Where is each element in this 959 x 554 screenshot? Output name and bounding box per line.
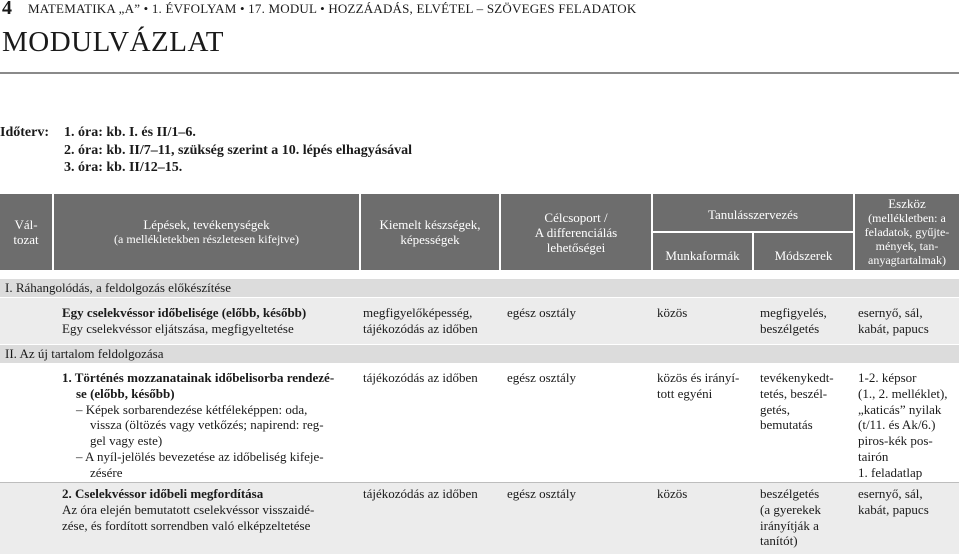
method-text: beszélgetés: [760, 320, 820, 336]
step-title: se (előbb, később): [76, 385, 175, 401]
method-text: beszélgetés: [760, 486, 820, 501]
tool-text: 1-2. képsor: [858, 370, 917, 385]
skill-text: tájékozódás az időben: [363, 320, 478, 336]
row-skills: tájékozódás az időben: [363, 370, 478, 385]
header-subtext: (a mellékletekben részletesen kifejtve): [114, 232, 299, 246]
method-text: tanítót): [760, 533, 798, 549]
row-skills: [363, 305, 499, 337]
row-workform: közös: [657, 305, 688, 320]
section-title: II. Az új tartalom feldolgozása: [0, 345, 959, 363]
method-text: (a gyerekek: [760, 501, 821, 517]
workform-text: közös és irányí-: [657, 370, 740, 385]
page-title: MODULVÁZLAT: [2, 26, 224, 58]
tool-text: esernyő, sál,: [858, 305, 923, 320]
time-plan-line: 1. óra: kb. I. és II/1–6.: [64, 125, 196, 140]
step-text: zésére: [90, 464, 123, 480]
step-text: gel vagy este): [90, 433, 163, 449]
header-text: A differenciálás: [534, 225, 618, 240]
row-workform: [657, 370, 752, 402]
method-text: getés,: [760, 401, 790, 417]
header-modszerek: Módszerek: [774, 248, 833, 263]
tool-text: kabát, papucs: [858, 320, 929, 336]
tool-text: esernyő, sál,: [858, 486, 923, 501]
step-text: – A nyíl-jelölés bevezetése az időbeliség kifeje-: [76, 448, 324, 464]
method-text: megfigyelés,: [760, 305, 827, 320]
header-lepesek: [54, 217, 359, 247]
step-text: Egy cselekvéssor eljátszása, megfigyeltetése: [62, 320, 294, 336]
page-number: 4: [2, 0, 12, 19]
tool-text: piros-kék pos-: [858, 433, 933, 449]
header-munkaformak: Munkaformák: [665, 248, 740, 263]
row-tools: [858, 370, 958, 481]
tool-text: tairón: [858, 448, 889, 464]
row-method: [760, 370, 853, 433]
workform-text: tott egyéni: [657, 385, 713, 401]
row-tools: [858, 486, 958, 518]
step-text: vissza (öltözés vagy vetkőzés; napirend: reg-: [90, 417, 324, 433]
time-plan-line: 3. óra: kb. II/12–15.: [64, 160, 183, 175]
header-tanulasszervezes: Tanulásszervezés: [707, 207, 799, 222]
method-text: tetés, beszél-: [760, 385, 828, 401]
step-text: – Képek sorbarendezése kétféleképpen: oda,: [76, 401, 308, 417]
row-steps: [62, 305, 357, 337]
method-text: bemutatás: [760, 417, 813, 433]
header-subtext: (mellékletben: a: [868, 211, 946, 225]
header-text: Lépések, tevékenységek: [143, 217, 270, 232]
running-head-text: MATEMATIKA „A” • 1. ÉVFOLYAM • 17. MODUL • HOZZÁADÁS, ELVÉTEL – SZÖVEGES FELADATOK: [28, 1, 637, 16]
row-target: egész osztály: [507, 486, 576, 501]
skill-text: megfigyelőképesség,: [363, 305, 473, 320]
step-text: Az óra elején bemutatott cselekvéssor visszaidé-: [62, 501, 315, 517]
row-method: [760, 486, 853, 549]
step-title: 2. Cselekvéssor időbeli megfordítása: [62, 486, 264, 501]
step-title: 1. Történés mozzanatainak időbelisorba rendezé-: [62, 370, 335, 385]
time-plan-line: 2. óra: kb. II/7–11, szükség szerint a 10. lépés elhagyásával: [64, 142, 413, 158]
row-method: [760, 305, 853, 337]
row-steps: [62, 486, 357, 533]
row-skills: tájékozódás az időben: [363, 486, 478, 501]
row-tools: [858, 305, 958, 337]
header-text: lehetőségei: [546, 240, 606, 255]
header-kiemelt: [361, 217, 499, 247]
row-target: egész osztály: [507, 370, 576, 385]
header-subtext: anyagtartalmak): [868, 253, 946, 267]
method-text: irányítják a: [760, 517, 819, 533]
running-head: [0, 0, 959, 18]
step-text: zése, és fordított sorrendben való elképzeltetése: [62, 517, 311, 533]
tool-text: 1. feladatlap: [858, 464, 923, 480]
row-workform: közös: [657, 486, 688, 501]
header-text: képességek: [400, 232, 460, 247]
header-eszkoz: [855, 197, 959, 267]
header-text: tozat: [13, 232, 39, 247]
header-text: Vál-: [14, 217, 38, 232]
row-target: egész osztály: [507, 305, 576, 320]
step-title: Egy cselekvéssor időbelisége (előbb, később): [62, 305, 307, 320]
header-text: Célcsoport /: [544, 210, 608, 225]
tool-text: (t/11. és Ak/6.): [858, 417, 936, 433]
tool-text: (1., 2. melléklet),: [858, 385, 948, 401]
header-celcsoport: [501, 210, 651, 255]
header-text: Eszköz: [888, 196, 926, 211]
header-subtext: feladatok, gyűjte-: [864, 225, 950, 239]
title-rule: [0, 72, 959, 74]
tool-text: kabát, papucs: [858, 501, 929, 517]
method-text: tevékenykedt-: [760, 370, 834, 385]
header-valtozat: [0, 217, 52, 247]
time-plan-label: Időterv:: [0, 125, 49, 140]
row-steps: [62, 370, 357, 481]
header-subtext: mények, tan-: [875, 239, 939, 253]
tool-text: „katicás” nyilak: [858, 401, 942, 417]
header-text: Kiemelt készségek,: [379, 217, 481, 232]
section-title: I. Ráhangolódás, a feldolgozás előkészítése: [0, 279, 959, 297]
